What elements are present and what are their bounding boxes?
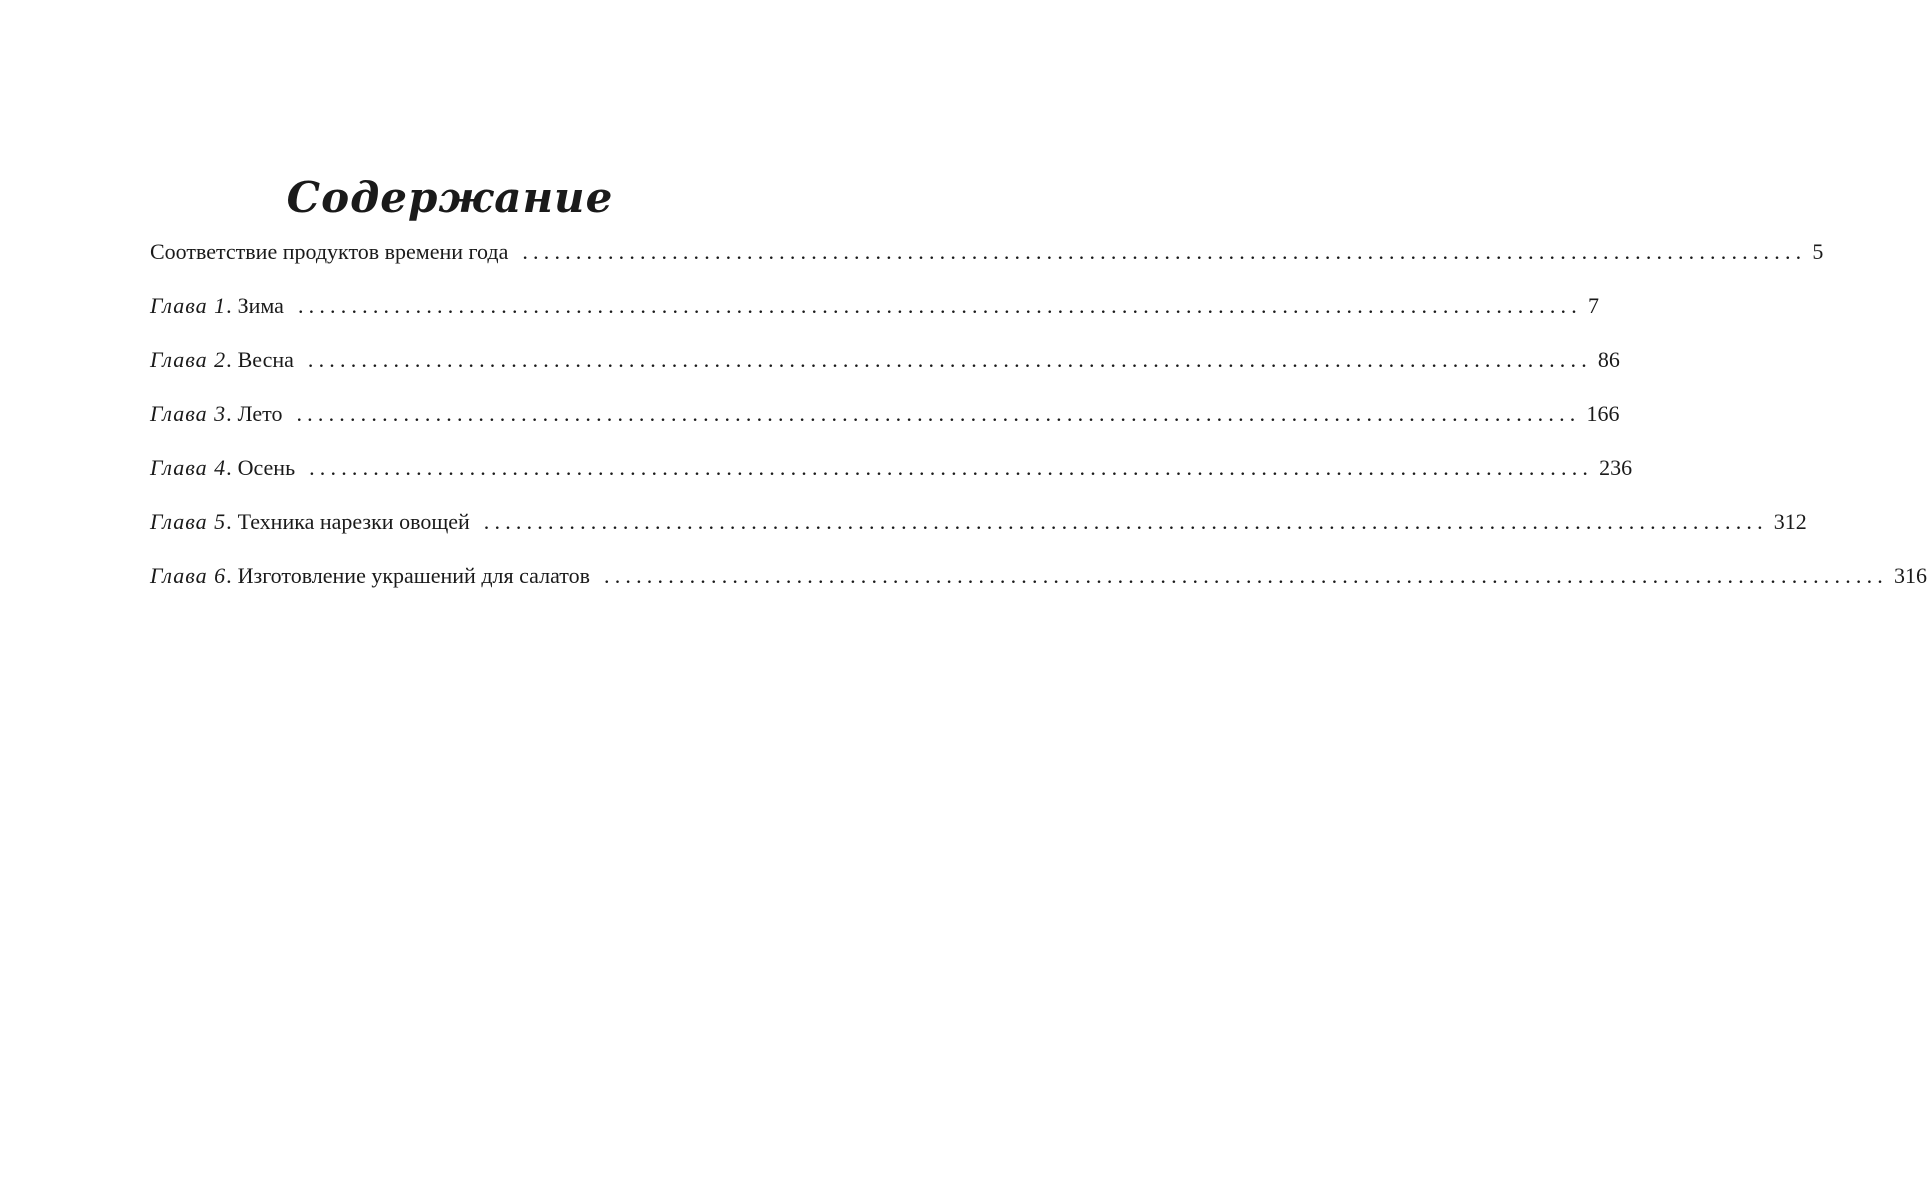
toc-entry[interactable]: [150, 448, 1633, 502]
toc-entry-title: Осень: [237, 455, 296, 480]
chapter-separator: .: [226, 509, 232, 534]
dot-leader: ........................................................................................................................: [296, 401, 1581, 426]
toc-chapter-label: Глава 4: [150, 455, 227, 480]
dot-leader: ........................................................................................................................: [604, 563, 1888, 588]
dot-leader: ........................................................................................................................: [297, 293, 1582, 318]
toc-entry[interactable]: [150, 340, 1620, 394]
dot-leader: ........................................................................................................................: [307, 347, 1592, 372]
dot-leader: ........................................................................................................................: [522, 239, 1807, 264]
toc-chapter-label: Глава 3: [150, 401, 227, 426]
chapter-separator: .: [226, 563, 232, 588]
toc-page-number: 86: [1597, 347, 1620, 372]
table-of-contents: [150, 232, 1927, 610]
toc-entry-title: Весна: [237, 347, 294, 372]
chapter-separator: .: [226, 347, 232, 372]
toc-entry[interactable]: [150, 502, 1807, 556]
toc-entry[interactable]: [150, 394, 1620, 448]
toc-entry-title: Техника нарезки овощей: [237, 509, 470, 534]
toc-entry-title: Соответствие продуктов времени года: [150, 239, 509, 264]
toc-page-number: 7: [1587, 293, 1599, 318]
toc-page-number: 166: [1586, 401, 1620, 426]
dot-leader: ........................................................................................................................: [309, 455, 1594, 480]
page-title: Содержание: [286, 173, 614, 223]
chapter-separator: .: [226, 401, 232, 426]
toc-page-number: 236: [1599, 455, 1633, 480]
toc-entry-title: Изготовление украшений для салатов: [237, 563, 590, 588]
toc-chapter-label: Глава 5: [150, 509, 227, 534]
toc-entry-title: Зима: [237, 293, 284, 318]
toc-chapter-label: Глава 1: [150, 293, 227, 318]
toc-entry[interactable]: [150, 556, 1927, 610]
toc-chapter-label: Глава 2: [150, 347, 227, 372]
toc-entry[interactable]: [150, 232, 1824, 286]
toc-entry[interactable]: [150, 286, 1599, 340]
toc-page-number: 312: [1773, 509, 1807, 534]
dot-leader: ........................................................................................................................: [483, 509, 1768, 534]
toc-page-number: 5: [1812, 239, 1824, 264]
toc-chapter-label: Глава 6: [150, 563, 227, 588]
toc-page-number: 316: [1894, 563, 1927, 588]
chapter-separator: .: [226, 455, 232, 480]
chapter-separator: .: [226, 293, 232, 318]
toc-entry-title: Лето: [237, 401, 283, 426]
